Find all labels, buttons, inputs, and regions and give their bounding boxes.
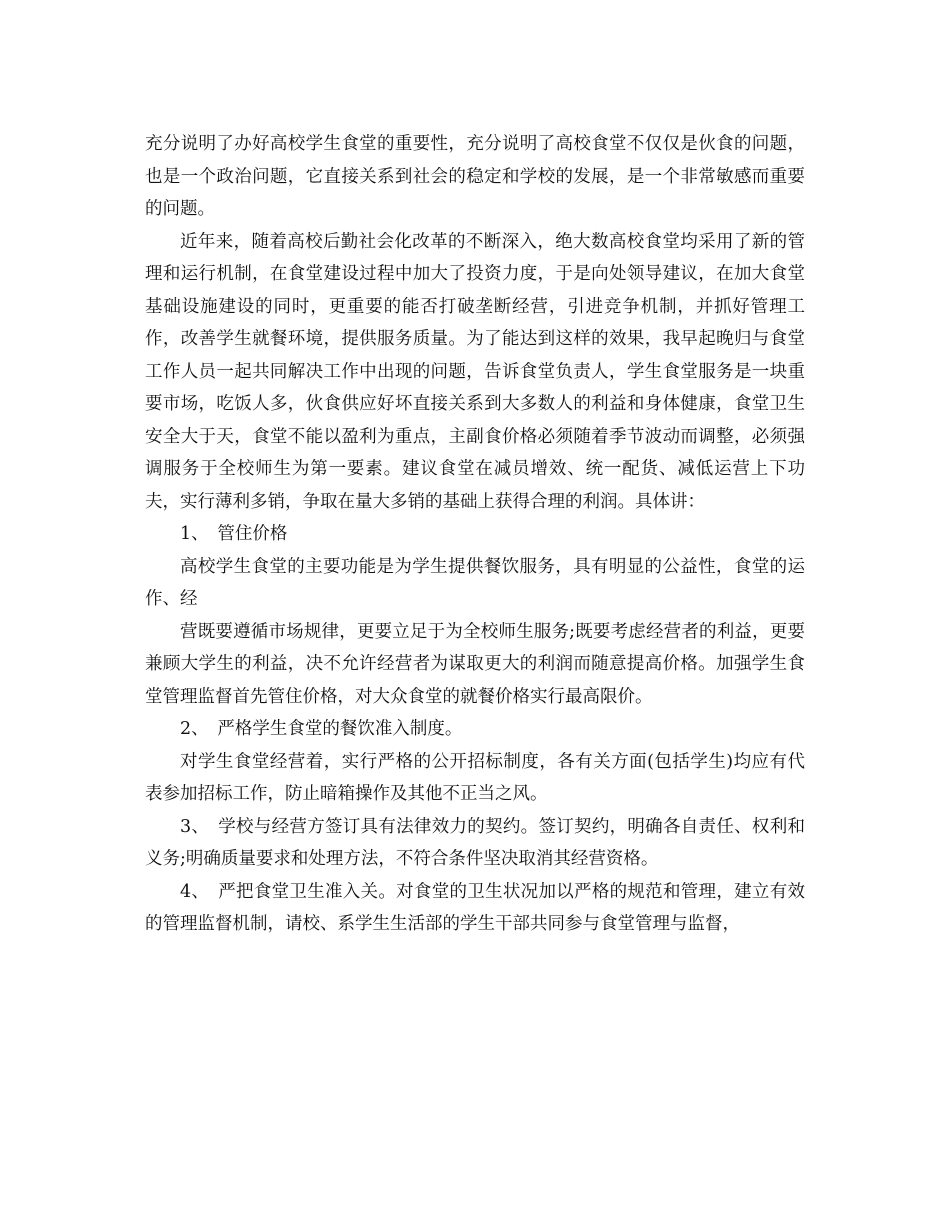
list-item-heading-2: 2、 严格学生食堂的餐饮准入制度。 (180, 719, 463, 739)
paragraph-market-rules: 营既要遵循市场规律，更要立足于为全校师生服务;既要考虑经营者的利益，更要兼顾大学生的利益，决不允许经营者为谋取更大的利润而随意提高价格。加强学生食堂管理监督首先管住价格，对大众食堂的就餐价格实行最高限价。 (145, 621, 805, 707)
paragraph-reform: 近年来，随着高校后勤社会化改革的不断深入，绝大数高校食堂均采用了新的管理和运行机制，在食堂建设过程中加大了投资力度，于是向处领导建议，在加大食堂基础设施建设的同时，更重要的能否打破垄断经营，引进竞争机制，并抓好管理工作，改善学生就餐环境，提供服务质量。为了能达到这样的效果，我早起晚归与食堂工作人员一起共同解决工作中出现的问题，告诉食堂负责人，学生食堂服务是一块重要市场，吃饭人多，伙食供应好坏直接关系到大多数人的利益和身体健康，食堂卫生安全大于天，食堂不能以盈利为重点，主副食价格必须随着季节波动而调整，必须强调服务于全校师生为第一要素。建议食堂在减员增效、统一配货、减低运营上下功夫，实行薄利多销，争取在量大多销的基础上获得合理的利润。具体讲： (145, 231, 805, 512)
list-item-4-hygiene: 4、 严把食堂卫生准入关。对食堂的卫生状况加以严格的规范和管理，建立有效的管理监督机制，请校、系学生生活部的学生干部共同参与食堂管理与监督， (145, 881, 805, 934)
paragraph-canteen-function: 高校学生食堂的主要功能是为学生提供餐饮服务，具有明显的公益性，食堂的运作、经 (145, 556, 805, 609)
paragraph-intro: 充分说明了办好高校学生食堂的重要性，充分说明了高校食堂不仅仅是伙食的问题，也是一个政治问题，它直接关系到社会的稳定和学校的发展，是一个非常敏感而重要的问题。 (145, 134, 805, 219)
document-body (145, 128, 805, 941)
list-item-3-contract: 3、 学校与经营方签订具有法律效力的契约。签订契约，明确各自责任、权利和义务;明确质量要求和处理方法，不符合条件坚决取消其经营资格。 (145, 816, 805, 869)
list-item-heading-1: 1、 管住价格 (180, 524, 288, 544)
paragraph-bidding: 对学生食堂经营着，实行严格的公开招标制度，各有关方面(包括学生)均应有代表参加招标工作，防止暗箱操作及其他不正当之风。 (145, 751, 805, 804)
